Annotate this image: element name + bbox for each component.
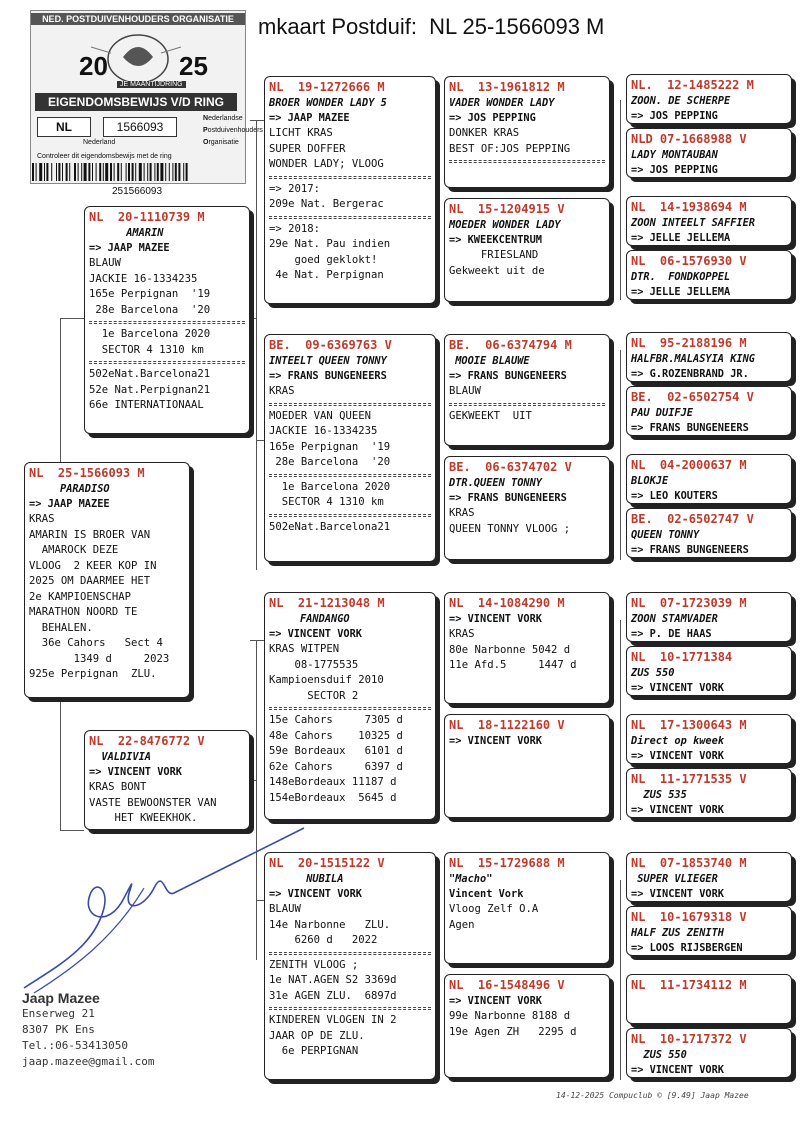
ring-number: NL 16-1548496 V [449,978,565,992]
pigeon-card-small [626,386,792,436]
card-line: 36e Cahors Sect 4 [29,637,163,649]
owner: => VINCENT VORK [449,613,542,625]
pigeon-name: "Macho" [449,873,493,885]
owner: => G.ROZENBRAND JR. [631,368,749,380]
breeder-postcode: 8307 PK Ens [22,1023,95,1036]
connector-line [60,318,84,319]
card-line: KRAS [269,385,295,397]
card-line: FRIESLAND [449,249,539,261]
separator [449,403,605,406]
pigeon-card-mmf [444,852,610,964]
ring-number: BE. 02-6502754 V [631,390,754,404]
badge-ownership: EIGENDOMSBEWIJS V/D RING [35,93,237,111]
ring-number: NL 07-1723039 M [631,596,747,610]
owner: => FRANS BUNGENEERS [631,422,749,434]
card-line: 52e Nat.Perpignan21 [89,383,211,396]
pigeon-name: ZUS 535 [631,789,687,801]
ring-number: NLD 07-1668988 V [631,132,747,146]
card-line: MOEDER VAN QUEEN [269,409,372,422]
pigeon-card-subject [24,462,190,698]
pigeon-card-mfm [444,714,610,818]
card-line: BLAUW [449,385,481,397]
card-line: AMAROCK DEZE [29,544,119,556]
card-line: JACKIE 16-1334235 [269,425,378,437]
pigeon-card-small [626,906,792,956]
card-line: SECTOR 4 1310 km [89,343,204,356]
connector-line [620,880,621,1080]
pigeon-name: VADER WONDER LADY [449,97,555,109]
card-line: BEST OF:JOS PEPPING [449,142,571,155]
ring-number: NL 07-1853740 M [631,856,747,870]
card-line: 2e KAMPIOENSCHAP [29,590,132,603]
ring-number: NL 18-1122160 V [449,718,565,732]
card-line: 502eNat.Barcelona21 [89,368,211,380]
card-line: => 2017: [269,182,321,195]
breeder-phone: Tel.:06-53413050 [22,1039,128,1052]
card-line: 28e Barcelona '20 [269,456,391,468]
ring-number: NL 95-2188196 M [631,336,747,350]
card-line: 62e Cahors 6397 d [269,760,403,773]
pigeon-card-small [626,592,792,642]
pigeon-card-small [626,714,792,764]
card-line: KRAS BONT [89,781,147,793]
card-line: 165e Perpignan '19 [269,440,391,453]
separator [269,514,431,517]
pigeon-name: LADY MONTAUBAN [631,149,718,161]
card-line: goed geklokt! [269,253,378,266]
owner: => JAAP MAZEE [29,498,110,510]
ring-number: BE. 06-6374702 V [449,460,572,474]
card-line: MARATHON NOORD TE [29,606,138,618]
card-line: JAAR OP DE ZLU. [269,1029,365,1042]
pigeon-name: NUBILA [269,873,344,885]
pigeon-card-fm [264,334,436,562]
card-line: 1e NAT.AGEN S2 3369d [269,974,397,986]
owner: => FRANS BUNGENEERS [449,492,567,504]
owner: => JAAP MAZEE [269,112,350,124]
card-line: 2025 OM DAARMEE HET [29,575,151,587]
ring-number: NL 20-1515122 V [269,856,385,870]
badge-nederland: Nederland [83,139,116,146]
separator [269,707,431,710]
owner: => FRANS BUNGENEERS [269,370,387,382]
ring-number: BE. 06-6374794 M [449,338,572,352]
ring-number: NL. 12-1485222 M [631,78,754,92]
owner: => JOS PEPPING [631,164,718,176]
pigeon-card-small [626,250,792,300]
connector-line [250,120,264,121]
badge-number: 1566093 [103,117,177,137]
pigeon-card-father [84,206,250,434]
pigeon-name: ZOON STAMVADER [631,613,718,625]
card-line: GEKWEEKT UIT [449,409,532,422]
card-line: ZENITH VLOOG ; [269,958,359,971]
ring-number: NL 10-1679318 V [631,910,747,924]
connector-line [256,120,257,570]
card-line: 99e Narbonne 8188 d [449,1010,571,1022]
pigeon-name: QUEEN TONNY [631,529,700,541]
pigeon-card-small [626,332,792,382]
pigeon-name: BLOKJE [631,475,669,487]
card-line: 66e INTERNATIONAAL [89,399,204,411]
card-line: SUPER DOFFER [269,142,346,155]
card-line: Kampioensduif 2010 [269,674,384,686]
owner: => VINCENT VORK [631,804,724,816]
pigeon-card-small [626,508,792,558]
pigeon-card-ff [264,76,436,304]
owner: => JELLE JELLEMA [631,286,731,298]
separator [269,1007,431,1010]
pigeon-card-ffm [444,198,610,302]
barcode [32,163,238,181]
pigeon-name: MOOIE BLAUWE [449,355,530,367]
card-line: Agen [449,918,475,931]
card-line: BLAUW [269,903,301,915]
card-line: VLOOG 2 KEER KOP IN [29,559,157,572]
owner: => VINCENT VORK [631,888,724,900]
pigeon-name: HALFBR.MALASYIA KING [631,353,755,365]
card-line: 209e Nat. Bergerac [269,198,384,210]
connector-line [256,440,264,441]
card-line: 925e Perpignan ZLU. [29,668,157,680]
owner: => VINCENT VORK [631,750,724,762]
owner: => JELLE JELLEMA [631,232,731,244]
badge-year-right: 25 [179,51,208,81]
pigeon-card-small [626,646,792,696]
title-ring: NL 25-1566093 M [429,14,605,39]
badge-control-text: Controleer dit eigendomsbewijs met de ring [37,153,172,160]
pigeon-name: AMARIN [89,227,164,239]
card-line: HET KWEEKHOK. [89,812,198,824]
card-line: 6e PERPIGNAN [269,1045,359,1057]
card-line: KRAS [449,628,475,640]
card-line: 14e Narbonne ZLU. [269,918,391,931]
card-line: 15e Cahors 7305 d [269,714,403,726]
card-line: Gekweekt uit de [449,264,545,277]
separator [89,321,245,324]
card-line: KRAS [449,507,475,519]
ring-number: NL 15-1204915 V [449,202,565,216]
barcode-number: 251566093 [112,186,163,197]
pigeon-name: ZOON INTEELT SAFFIER [631,217,755,229]
pigeon-name: Direct op kweek [631,735,724,747]
pigeon-name: ZUS 550 [631,667,675,679]
badge-npo: Nederlandse Postduivenhouders Organisatie [203,115,263,146]
connector-line [438,640,439,820]
card-line: 19e Agen ZH 2295 d [449,1025,577,1038]
ring-number: NL 13-1961812 M [449,80,565,94]
owner: => VINCENT VORK [631,682,724,694]
card-line: LICHT KRAS [269,127,333,139]
owner: => FRANS BUNGENEERS [449,370,567,382]
owner: => FRANS BUNGENEERS [631,544,749,556]
card-line: 28e Barcelona '20 [89,303,211,316]
pigeon-card-mff [444,592,610,704]
owner: => VINCENT VORK [449,995,542,1007]
card-line: SECTOR 4 1310 km [269,496,384,508]
card-line: 1349 d 2023 [29,652,170,665]
ring-number: NL 22-8476772 V [89,734,205,748]
connector-line [250,318,256,319]
card-line: 11e Afd.5 1447 d [449,659,577,671]
owner: => JOS PEPPING [449,112,536,124]
connector-line [250,780,256,781]
card-line: => 2018: [269,222,321,235]
pigeon-name: MOEDER WONDER LADY [449,219,561,231]
card-line: 08-1775535 [269,658,359,671]
ownership-certificate [30,10,263,184]
card-line: 1e Barcelona 2020 [269,480,391,493]
connector-line [438,130,439,300]
badge-emblem [31,27,245,87]
card-line: 165e Perpignan '19 [89,288,211,300]
card-line: 148eBordeaux 11187 d [269,776,397,788]
ring-number: NL 10-1717372 V [631,1032,747,1046]
separator [269,216,431,219]
ring-number: NL 10-1771384 [631,650,733,664]
connector-line [60,698,61,830]
owner: => VINCENT VORK [89,766,182,778]
connector-line [438,380,439,560]
pigeon-name: HALF ZUS ZENITH [631,927,724,939]
pigeon-card-fff [444,76,610,188]
card-line: AMARIN IS BROER VAN [29,528,151,541]
card-line: 29e Nat. Pau indien [269,238,391,250]
owner: => VINCENT VORK [631,1064,724,1076]
card-line: KRAS [29,513,55,525]
pigeon-card-small [626,454,792,504]
card-line: JACKIE 16-1334235 [89,272,198,285]
card-line: 6260 d 2022 [269,934,378,946]
pigeon-name: SUPER VLIEGER [631,873,718,885]
pigeon-name: FANDANGO [269,613,350,625]
pigeon-name: PARADISO [29,483,110,495]
card-line: BLAUW [89,257,121,269]
pigeon-name: DTR.QUEEN TONNY [449,477,542,489]
card-line: DONKER KRAS [449,127,520,139]
pigeon-card-small [626,974,792,1024]
ring-number: NL 19-1272666 M [269,80,385,94]
pigeon-name: VALDIVIA [89,751,151,763]
pigeon-card-fmf [444,334,610,446]
badge-small-banner: JE MAANTIJDRING [117,81,186,88]
ring-number: NL 11-1771535 V [631,772,747,786]
card-line: 59e Bordeaux 6101 d [269,745,403,757]
pigeon-name: INTEELT QUEEN TONNY [269,355,387,367]
card-line: KINDEREN VLOGEN IN 2 [269,1014,397,1026]
separator [269,474,431,477]
owner: => LOOS RIJSBERGEN [631,942,743,954]
breeder-email: jaap.mazee@gmail.com [22,1055,155,1068]
owner: => VINCENT VORK [269,628,362,640]
pigeon-card-small [626,128,792,178]
pigeon-card-small [626,1028,792,1078]
badge-year-left: 20 [79,51,108,81]
owner: => JAAP MAZEE [89,242,170,254]
pigeon-card-mf [264,592,436,820]
card-line: 502eNat.Barcelona21 [269,520,391,533]
signature [14,818,314,998]
breeder-address [22,990,154,1070]
card-line: 80e Narbonne 5042 d [449,643,571,656]
badge-org: NED. POSTDUIVENHOUDERS ORGANISATIE [31,13,245,25]
pigeon-card-small [626,74,792,124]
card-line: 1e Barcelona 2020 [89,328,211,340]
card-line: VASTE BEWOONSTER VAN [89,796,217,809]
pigeon-name: PAU DUIFJE [631,407,693,419]
pigeon-card-fmm [444,456,610,560]
pigeon-name: DTR. FONDKOPPEL [631,271,731,283]
card-line: SECTOR 2 [269,689,359,702]
ring-number: NL 25-1566093 M [29,466,145,480]
page-title [258,14,604,40]
ring-number: BE. 09-6369763 V [269,338,392,352]
breeder-street: Enserweg 21 [22,1007,95,1020]
pigeon-name: ZUS 550 [631,1049,687,1061]
connector-line [438,900,439,1080]
ring-number: NL 15-1729688 M [449,856,565,870]
ring-number: BE. 02-6502747 V [631,512,754,526]
card-line: Vloog Zelf O.A [449,903,539,915]
separator [269,403,431,406]
owner: Vincent Vork [449,888,524,900]
connector-line [620,620,621,820]
badge-country: NL [37,117,91,137]
card-line: BEHALEN. [29,621,93,634]
owner: => LEO KOUTERS [631,490,718,502]
ring-number: NL 14-1938694 M [631,200,747,214]
pigeon-card-mmm [444,974,610,1078]
separator [449,160,605,163]
connector-line [250,640,264,641]
card-line: 48e Cahors 10325 d [269,729,403,742]
card-line: QUEEN TONNY VLOOG ; [449,522,571,535]
print-line: 14-12-2025 Compuclub © [9.49] Jaap Mazee [556,1091,749,1100]
card-line: 31e AGEN ZLU. 6897d [269,989,397,1002]
pigeon-card-mother [84,730,250,830]
title-text: mkaart Postduif: [258,14,417,39]
pigeon-card-small [626,852,792,902]
breeder-name: Jaap Mazee [22,990,100,1006]
owner: => JOS PEPPING [631,110,718,122]
ring-number: NL 11-1734112 M [631,978,747,992]
ring-number: NL 21-1213048 M [269,596,385,610]
ring-number: NL 17-1300643 M [631,718,747,732]
connector-line [60,318,61,462]
ring-number: NL 14-1084290 M [449,596,565,610]
owner: => P. DE HAAS [631,628,712,640]
separator [89,361,245,364]
owner: => KWEEKCENTRUM [449,234,542,246]
separator [269,176,431,179]
pigeon-card-small [626,768,792,818]
card-line: 154eBordeaux 5645 d [269,791,397,804]
pigeon-card-small [626,196,792,246]
ring-number: NL 04-2000637 M [631,458,747,472]
card-line: 4e Nat. Perpignan [269,269,384,281]
pigeon-name: ZOON. DE SCHERPE [631,95,731,107]
owner: => VINCENT VORK [449,735,542,747]
pigeon-name: BROER WONDER LADY 5 [269,97,387,109]
owner: => VINCENT VORK [269,888,362,900]
ring-number: NL 20-1110739 M [89,210,205,224]
connector-line [620,100,621,300]
ring-number: NL 06-1576930 V [631,254,747,268]
connector-line [620,350,621,560]
card-line: WONDER LADY; VLOOG [269,158,384,170]
card-line: KRAS WITPEN [269,643,340,655]
